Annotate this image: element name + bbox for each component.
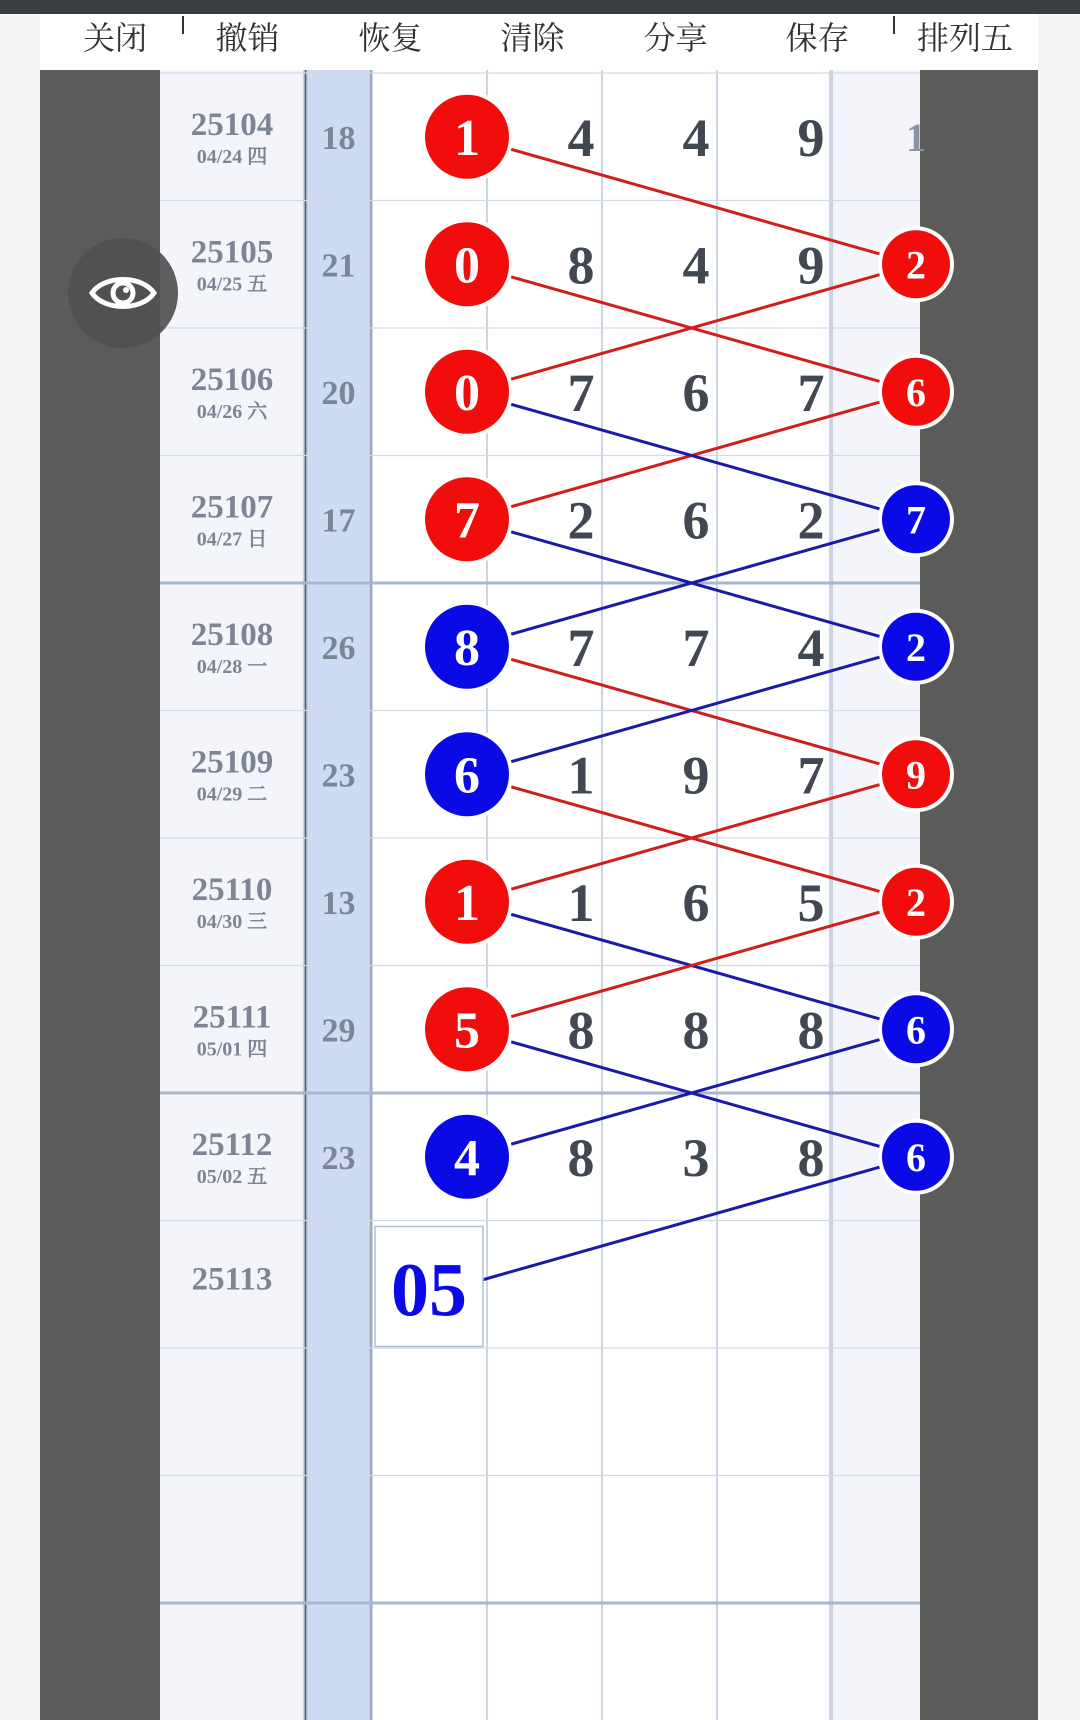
ball-digit: 1 (454, 109, 480, 167)
toolbar-divider (893, 16, 895, 34)
eye-icon (88, 271, 158, 315)
position-digit: 4 (797, 617, 825, 678)
ball-digit: 7 (906, 497, 926, 543)
draw-date: 04/27 日 (196, 528, 268, 551)
digit-sum: 23 (321, 1139, 356, 1177)
position-digit: 7 (682, 617, 710, 678)
position-digit: 6 (682, 872, 710, 933)
position-digit: 9 (797, 107, 825, 168)
position-digit: 8 (567, 1000, 595, 1061)
trend-grid (40, 70, 1038, 1720)
position-digit: 1 (567, 872, 595, 933)
ball-digit: 9 (906, 752, 926, 798)
draw-date: 04/30 三 (196, 910, 268, 933)
issue-number: 25104 (190, 106, 274, 143)
position-digit: 9 (682, 745, 710, 806)
position-digit: 8 (682, 1000, 710, 1061)
digit-sum: 26 (321, 629, 356, 667)
ball-digit: 2 (906, 624, 926, 670)
status-bar (0, 0, 1080, 14)
position-digit: 8 (567, 235, 595, 296)
ball-digit: 4 (454, 1129, 480, 1187)
position-digit: 4 (567, 107, 595, 168)
position-digit: 8 (797, 1127, 825, 1188)
position-digit: 6 (682, 362, 710, 423)
ball-digit: 6 (906, 1134, 926, 1180)
position-digit: 7 (567, 362, 595, 423)
position-digit: 4 (682, 235, 710, 296)
visibility-toggle-button[interactable] (68, 238, 178, 348)
position-digit: 2 (797, 490, 825, 551)
ball-digit: 0 (454, 237, 480, 295)
draw-date: 05/02 五 (196, 1165, 268, 1188)
issue-number: 25111 (192, 999, 272, 1036)
redo-button[interactable]: 恢复 (358, 19, 423, 57)
ball-digit: 8 (454, 619, 480, 677)
issue-number: 25113 (191, 1261, 273, 1298)
issue-number: 25106 (190, 361, 274, 398)
position-digit: 7 (567, 617, 595, 678)
position-digit: 9 (797, 235, 825, 296)
ball-digit: 0 (454, 364, 480, 422)
position-digit: 2 (567, 490, 595, 551)
draw-date: 04/26 六 (196, 400, 268, 423)
toolbar (40, 14, 1038, 70)
digit-sum: 17 (321, 502, 356, 540)
issue-number: 25108 (190, 616, 274, 653)
digit-sum: 13 (321, 884, 356, 922)
save-button[interactable]: 保存 (785, 19, 850, 57)
position-digit: 5 (797, 872, 825, 933)
ball-digit: 2 (906, 242, 926, 288)
position-digit: 3 (682, 1127, 710, 1188)
clear-button[interactable]: 清除 (500, 19, 565, 57)
close-button[interactable]: 关闭 (82, 19, 147, 57)
share-button[interactable]: 分享 (643, 19, 708, 57)
issue-number: 25112 (191, 1126, 273, 1163)
toolbar-divider (182, 16, 184, 34)
ball-digit: 2 (906, 879, 926, 925)
ball-digit: 7 (454, 492, 480, 550)
issue-number: 25110 (191, 871, 273, 908)
position-digit: 7 (797, 745, 825, 806)
draw-date: 05/01 四 (196, 1038, 268, 1061)
digit-sum: 18 (321, 119, 356, 157)
issue-number: 25105 (190, 234, 274, 271)
draw-date: 04/25 五 (196, 273, 268, 296)
position-digit: 8 (567, 1127, 595, 1188)
draw-date: 04/24 四 (196, 145, 268, 168)
ball-digit: 5 (454, 1002, 480, 1060)
ball-digit: 6 (906, 1007, 926, 1053)
position-digit: 4 (682, 107, 710, 168)
lottery-type-button[interactable]: 排列五 (916, 19, 1013, 57)
digit-sum: 20 (321, 374, 356, 412)
issue-number: 25107 (190, 489, 274, 526)
draw-date: 04/28 一 (196, 655, 268, 678)
issue-number: 25109 (190, 744, 274, 781)
prediction-value: 05 (391, 1248, 467, 1333)
digit-sum: 21 (321, 247, 356, 285)
position-digit: 1 (567, 745, 595, 806)
position-digit: 7 (797, 362, 825, 423)
undo-button[interactable]: 撤销 (215, 19, 280, 57)
position-digit: 8 (797, 1000, 825, 1061)
digit-sum: 29 (321, 1012, 356, 1050)
ball-digit: 1 (454, 874, 480, 932)
draw-date: 04/29 二 (196, 783, 268, 806)
ball-digit: 6 (454, 747, 480, 805)
tail-digit: 1 (906, 114, 926, 160)
ball-digit: 6 (906, 369, 926, 415)
position-digit: 6 (682, 490, 710, 551)
digit-sum: 23 (321, 757, 356, 795)
chart-board (40, 70, 1038, 1720)
